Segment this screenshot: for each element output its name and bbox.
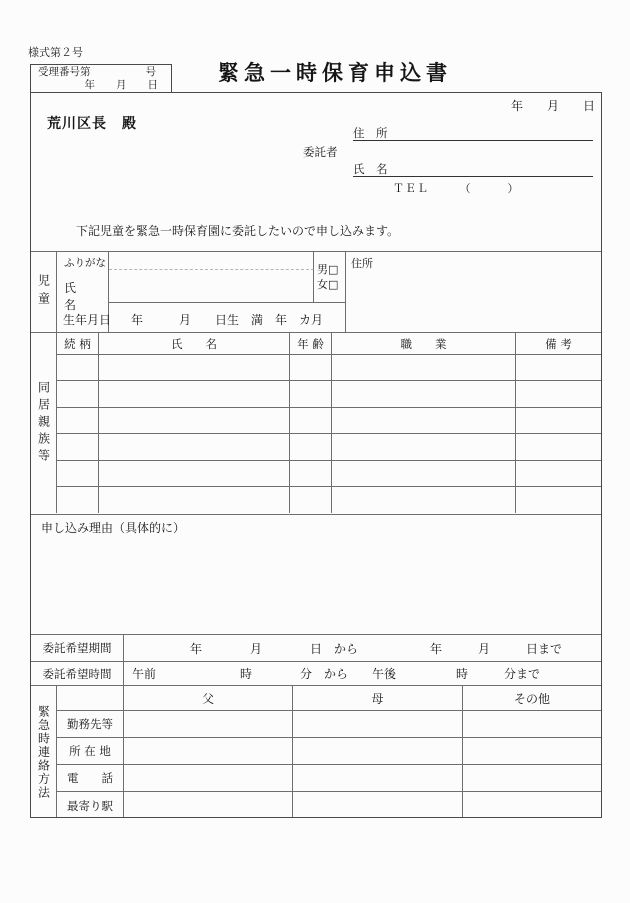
form-title: 緊急一時保育申込書 [218, 61, 452, 85]
receipt-number-box [30, 64, 172, 93]
emergency-cell[interactable] [463, 792, 601, 818]
emergency-cell[interactable] [463, 738, 601, 765]
family-cell[interactable] [332, 461, 516, 487]
sex-female-checkbox[interactable]: 女□ [317, 278, 339, 291]
receipt-number-prefix: 受理番号第 [38, 65, 91, 78]
form-body [30, 92, 602, 818]
form-number: 様式第２号 [28, 46, 83, 59]
family-cell[interactable] [516, 434, 601, 460]
family-cell[interactable] [290, 408, 332, 434]
family-cell[interactable] [516, 461, 601, 487]
time-section [31, 661, 601, 685]
family-cell[interactable] [57, 408, 99, 434]
family-cell[interactable] [99, 408, 290, 434]
emergency-cell[interactable] [293, 711, 463, 738]
sex-male-checkbox[interactable]: 男□ [317, 263, 339, 276]
family-cell[interactable] [332, 408, 516, 434]
emergency-cell[interactable] [124, 792, 293, 818]
emergency-cell[interactable] [124, 711, 293, 738]
application-date-field[interactable]: 年 月 日 [510, 99, 595, 113]
emergency-header-father: 父 [124, 686, 293, 711]
family-cell[interactable] [99, 355, 290, 381]
family-cell[interactable] [332, 381, 516, 407]
reason-label: 申し込み理由（具体的に） [41, 521, 186, 535]
consignor-address-field[interactable] [353, 125, 593, 141]
child-birth-label: 生年月日 [57, 303, 109, 332]
emergency-contact-table [31, 685, 601, 818]
period-section [31, 634, 601, 661]
emergency-header-blank [57, 686, 124, 711]
child-furigana-label: ふりがな [57, 252, 109, 270]
emergency-cell[interactable] [463, 711, 601, 738]
family-cell[interactable] [99, 487, 290, 513]
emergency-cell[interactable] [293, 765, 463, 792]
family-cell[interactable] [290, 487, 332, 513]
addressee: 荒川区長 殿 [47, 116, 137, 132]
child-name-label: 氏 名 [57, 270, 109, 303]
family-cell[interactable] [99, 461, 290, 487]
family-cell[interactable] [290, 434, 332, 460]
family-cell[interactable] [57, 355, 99, 381]
consignor-name-label: 氏 名 [353, 162, 388, 176]
family-cell[interactable] [516, 408, 601, 434]
family-header-occupation: 職 業 [332, 333, 516, 355]
family-cell[interactable] [290, 461, 332, 487]
child-sex-field [314, 252, 346, 303]
family-cell[interactable] [99, 381, 290, 407]
reason-section[interactable] [31, 514, 601, 634]
child-furigana-field[interactable] [109, 252, 314, 270]
application-statement: 下記児童を緊急一時保育園に委託したいので申し込みます。 [76, 224, 400, 238]
emergency-cell[interactable] [293, 738, 463, 765]
receipt-number-suffix: 号 [145, 65, 156, 78]
child-birth-field[interactable]: 年 月 日生 満 年 カ月 [109, 303, 346, 332]
family-header-age: 年 齢 [290, 333, 332, 355]
family-cell[interactable] [57, 381, 99, 407]
emergency-section-label: 緊急時連絡方法 [31, 686, 57, 818]
family-table [31, 332, 601, 514]
child-section [31, 251, 601, 332]
time-label: 委託希望時間 [31, 662, 124, 685]
period-label: 委託希望期間 [31, 635, 124, 661]
child-name-field[interactable] [109, 270, 314, 303]
emergency-cell[interactable] [124, 765, 293, 792]
emergency-row-location: 所 在 地 [57, 738, 124, 765]
family-cell[interactable] [57, 461, 99, 487]
emergency-cell[interactable] [293, 792, 463, 818]
emergency-row-station: 最寄り駅 [57, 792, 124, 818]
consignor-address-label: 住 所 [353, 126, 388, 140]
emergency-row-workplace: 勤務先等 [57, 711, 124, 738]
family-cell[interactable] [290, 381, 332, 407]
family-cell[interactable] [332, 434, 516, 460]
family-section-label: 同居親族等 [31, 333, 57, 513]
consignor-section [31, 93, 601, 251]
child-address-label: 住所 [351, 257, 373, 270]
family-cell[interactable] [516, 381, 601, 407]
emergency-cell[interactable] [124, 738, 293, 765]
family-cell[interactable] [99, 434, 290, 460]
emergency-row-phone: 電 話 [57, 765, 124, 792]
family-header-name: 氏 名 [99, 333, 290, 355]
family-cell[interactable] [332, 487, 516, 513]
family-cell[interactable] [516, 355, 601, 381]
consignor-name-field[interactable] [353, 161, 593, 177]
family-cell[interactable] [290, 355, 332, 381]
emergency-header-mother: 母 [293, 686, 463, 711]
family-header-remarks: 備 考 [516, 333, 601, 355]
family-cell[interactable] [57, 434, 99, 460]
family-cell[interactable] [57, 487, 99, 513]
family-cell[interactable] [332, 355, 516, 381]
time-field[interactable]: 午前 時 分 から 午後 時 分まで [132, 667, 541, 681]
receipt-date: 年 月 日 [84, 78, 158, 91]
child-section-label: 児童 [31, 252, 57, 332]
family-cell[interactable] [516, 487, 601, 513]
emergency-cell[interactable] [463, 765, 601, 792]
child-address-field[interactable] [346, 252, 601, 332]
period-field[interactable]: 年 月 日 から 年 月 日まで [190, 641, 563, 656]
consignor-label: 委託者 [303, 145, 338, 159]
family-header-relation: 続 柄 [57, 333, 99, 355]
emergency-header-other: その他 [463, 686, 601, 711]
consignor-tel-field[interactable]: ＴＥＬ （ ） [393, 182, 520, 195]
